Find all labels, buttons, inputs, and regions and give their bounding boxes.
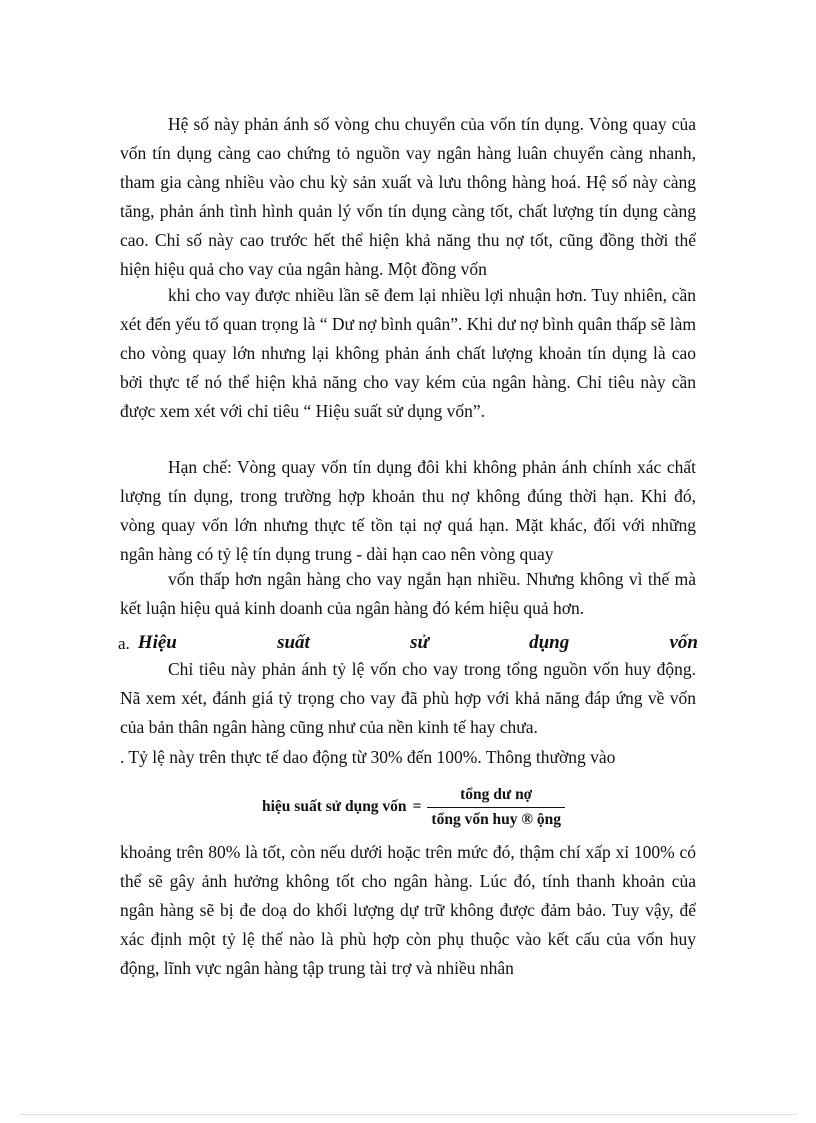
page-bottom-divider (20, 1114, 796, 1115)
efficiency-formula (262, 780, 602, 834)
paragraph-text: vốn thấp hơn ngân hàng cho vay ngắn hạn nhiều. Nhưng không vì thế mà kết luận hiệu quả kinh doanh của ngân hàng đó kém hiệu quả hơn. (120, 569, 696, 618)
formula-fraction (427, 786, 565, 829)
paragraph-text: . Tỷ lệ này trên thực tế dao động từ 30% đến 100%. Thông thường vào (120, 747, 616, 767)
paragraph-text: Hệ số này phản ánh số vòng chu chuyển của vốn tín dụng. Vòng quay của vốn tín dụng càng cao chứng tỏ nguồn vay ngân hàng luân chuyển càng nhanh, tham gia càng nhiều vào chu kỳ sản xuất và lưu thông hàng hoá. Hệ số này càng tăng, phản ánh tình hình quản lý vốn tín dụng càng tốt, chất lượng tín dụng càng cao. Chỉ số này cao trước hết thể hiện khả năng thu nợ tốt, cũng đồng thời thể hiện hiệu quả cho vay của ngân hàng. Một đồng vốn (120, 114, 696, 279)
section-title-word: vốn (669, 632, 698, 653)
paragraph-liquidity (120, 838, 696, 983)
section-title-word: suất (277, 632, 310, 653)
section-title-word: Hiệu (137, 632, 177, 653)
paragraph-ratio-range (120, 743, 696, 772)
paragraph-text: Chỉ tiêu này phản ánh tỷ lệ vốn cho vay trong tổng nguồn vốn huy động. Nã xem xét, đánh giá tỷ trọng cho vay đã phù hợp với khả năng đáp ứng về vốn của bản thân ngân hàng cũng như của nền kinh tế hay chưa. (120, 659, 696, 737)
paragraph-limitations (120, 453, 696, 569)
section-title-word: dụng (529, 632, 570, 653)
fraction-bar (427, 807, 565, 808)
formula-denominator: tổng vốn huy ® ộng (431, 810, 561, 828)
formula-lhs: hiệu suất sử dụng vốn (262, 798, 407, 815)
paragraph-text: khoảng trên 80% là tốt, còn nếu dưới hoặc trên mức đó, thậm chí xấp xỉ 100% có thể sẽ gây ảnh hưởng không tốt cho ngân hàng. Lúc đó, tính thanh khoản của ngân hàng sẽ bị đe doạ do khối lượng dự trữ không được đảm bảo. Tuy vậy, để xác định một tỷ lệ thế nào là phù hợp còn phụ thuộc vào kết cấu của vốn huy động, lĩnh vực ngân hàng tập trung tài trợ và nhiều nhân (120, 842, 696, 978)
paragraph-capital-efficiency (120, 655, 696, 742)
paragraph-text: Hạn chế: Vòng quay vốn tín dụng đôi khi không phản ánh chính xác chất lượng tín dụng, trong trường hợp khoản thu nợ không đúng thời hạn. Khi đó, vòng quay vốn lớn nhưng thực tế tồn tại nợ quá hạn. Mặt khác, đối với những ngân hàng có tỷ lệ tín dụng trung - dài hạn cao nên vòng quay (120, 457, 696, 564)
paragraph-average-debt (120, 281, 696, 426)
paragraph-turnover-description (120, 110, 696, 284)
formula-numerator: tổng dư nợ (460, 785, 533, 803)
section-title-word: sử (410, 632, 429, 653)
paragraph-text: khi cho vay được nhiều lần sẽ đem lại nhiều lợi nhuận hơn. Tuy nhiên, cần xét đến yếu tố quan trọng là “ Dư nợ bình quân”. Khi dư nợ bình quân thấp sẽ làm cho vòng quay lớn nhưng lại không phản ánh chất lượng khoản tín dụng là cao bởi thực tế nó thể hiện khả năng cho vay kém của ngân hàng. Chỉ tiêu này cần được xem xét với chỉ tiêu “ Hiệu suất sử dụng vốn”. (120, 285, 696, 421)
section-heading (118, 624, 698, 654)
formula-equals: = (412, 798, 422, 815)
section-number: a. (118, 634, 130, 653)
section-title (138, 632, 698, 654)
paragraph-short-term-comparison (120, 565, 696, 623)
